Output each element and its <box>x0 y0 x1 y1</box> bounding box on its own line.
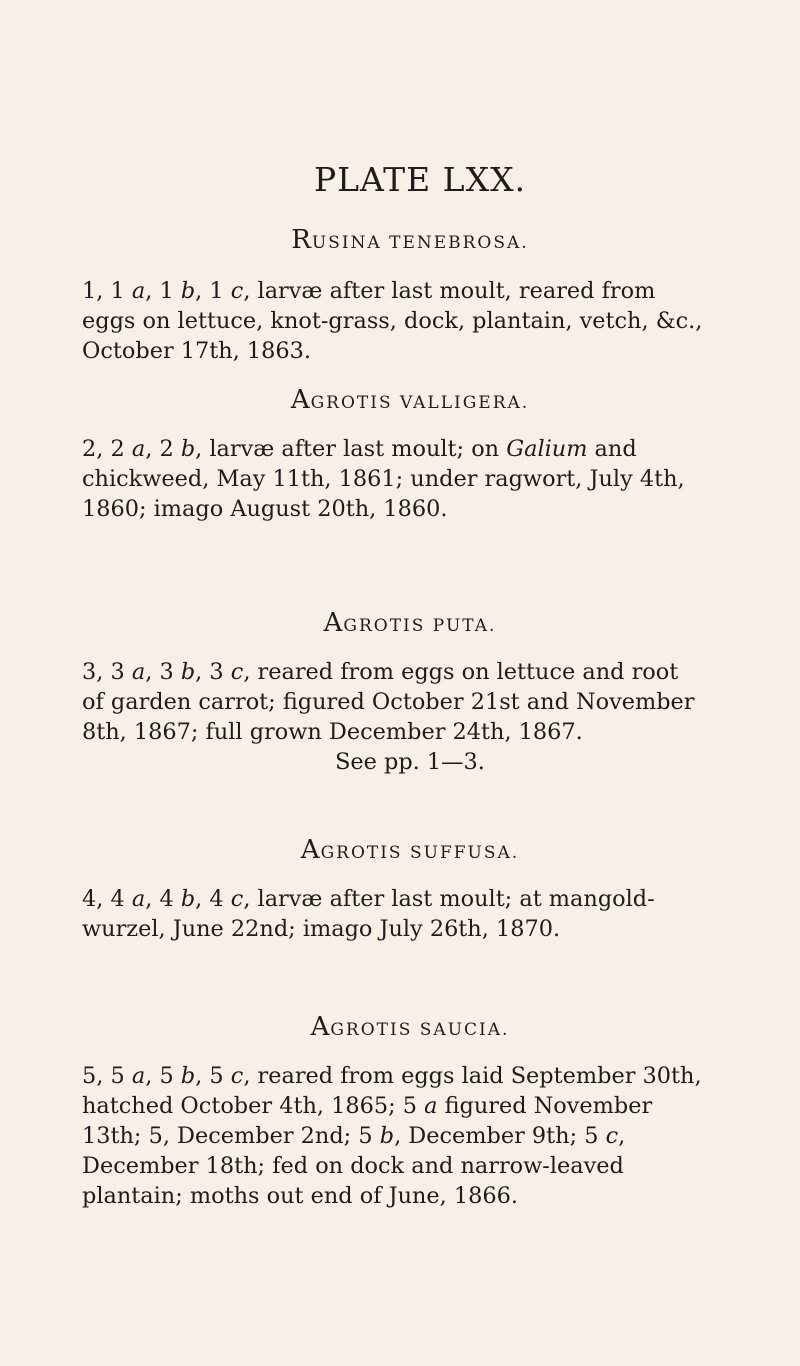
description-line: plantain; moths out end of June, 1866. <box>82 1183 519 1209</box>
species-description <box>82 276 738 366</box>
plate-title: PLATE LXX. <box>313 160 527 199</box>
description-line: eggs on lettuce, knot-grass, dock, plantain, vetch, &c., <box>82 308 703 334</box>
species-description <box>82 884 738 944</box>
description-line: 13th; 5, December 2nd; 5 b, December 9th; 5 c, <box>82 1123 626 1149</box>
species-heading: AGROTIS SAUCIA. <box>310 1012 510 1042</box>
description-line: October 17th, 1863. <box>82 338 312 364</box>
description-line: 4, 4 a, 4 b, 4 c, larvæ after last moult; at mangold- <box>82 886 655 912</box>
species-entry-agrotis-saucia <box>82 1012 738 1211</box>
species-heading: AGROTIS VALLIGERA. <box>290 385 530 415</box>
plate-text-block <box>82 160 738 1209</box>
species-entry-rusina-tenebrosa <box>82 225 738 366</box>
description-line: 2, 2 a, 2 b, larvæ after last moult; on Galium and <box>82 436 637 462</box>
species-entry-agrotis-puta <box>82 608 738 777</box>
description-line: of garden carrot; figured October 21st and November <box>82 689 695 715</box>
description-line: 1, 1 a, 1 b, 1 c, larvæ after last moult, reared from <box>82 278 656 304</box>
description-line: 3, 3 a, 3 b, 3 c, reared from eggs on lettuce and root <box>82 659 679 685</box>
description-line: December 18th; fed on dock and narrow-leaved <box>82 1153 624 1179</box>
species-heading: AGROTIS SUFFUSA. <box>300 835 520 865</box>
description-line: 8th, 1867; full grown December 24th, 1867. <box>82 719 583 745</box>
description-line: See pp. 1—3. <box>335 749 485 775</box>
species-heading: RUSINA TENEBROSA. <box>291 225 529 255</box>
species-heading: AGROTIS PUTA. <box>323 608 497 638</box>
description-line: 5, 5 a, 5 b, 5 c, reared from eggs laid September 30th, <box>82 1063 702 1089</box>
description-line: hatched October 4th, 1865; 5 a figured November <box>82 1093 653 1119</box>
species-entry-agrotis-valligera <box>82 385 738 524</box>
description-line: chickweed, May 11th, 1861; under ragwort, July 4th, <box>82 466 685 492</box>
description-line: wurzel, June 22nd; imago July 26th, 1870. <box>82 916 561 942</box>
species-description <box>82 1061 738 1211</box>
species-description <box>82 434 738 524</box>
species-description <box>82 657 738 777</box>
description-line: 1860; imago August 20th, 1860. <box>82 496 448 522</box>
species-entry-agrotis-suffusa <box>82 835 738 944</box>
